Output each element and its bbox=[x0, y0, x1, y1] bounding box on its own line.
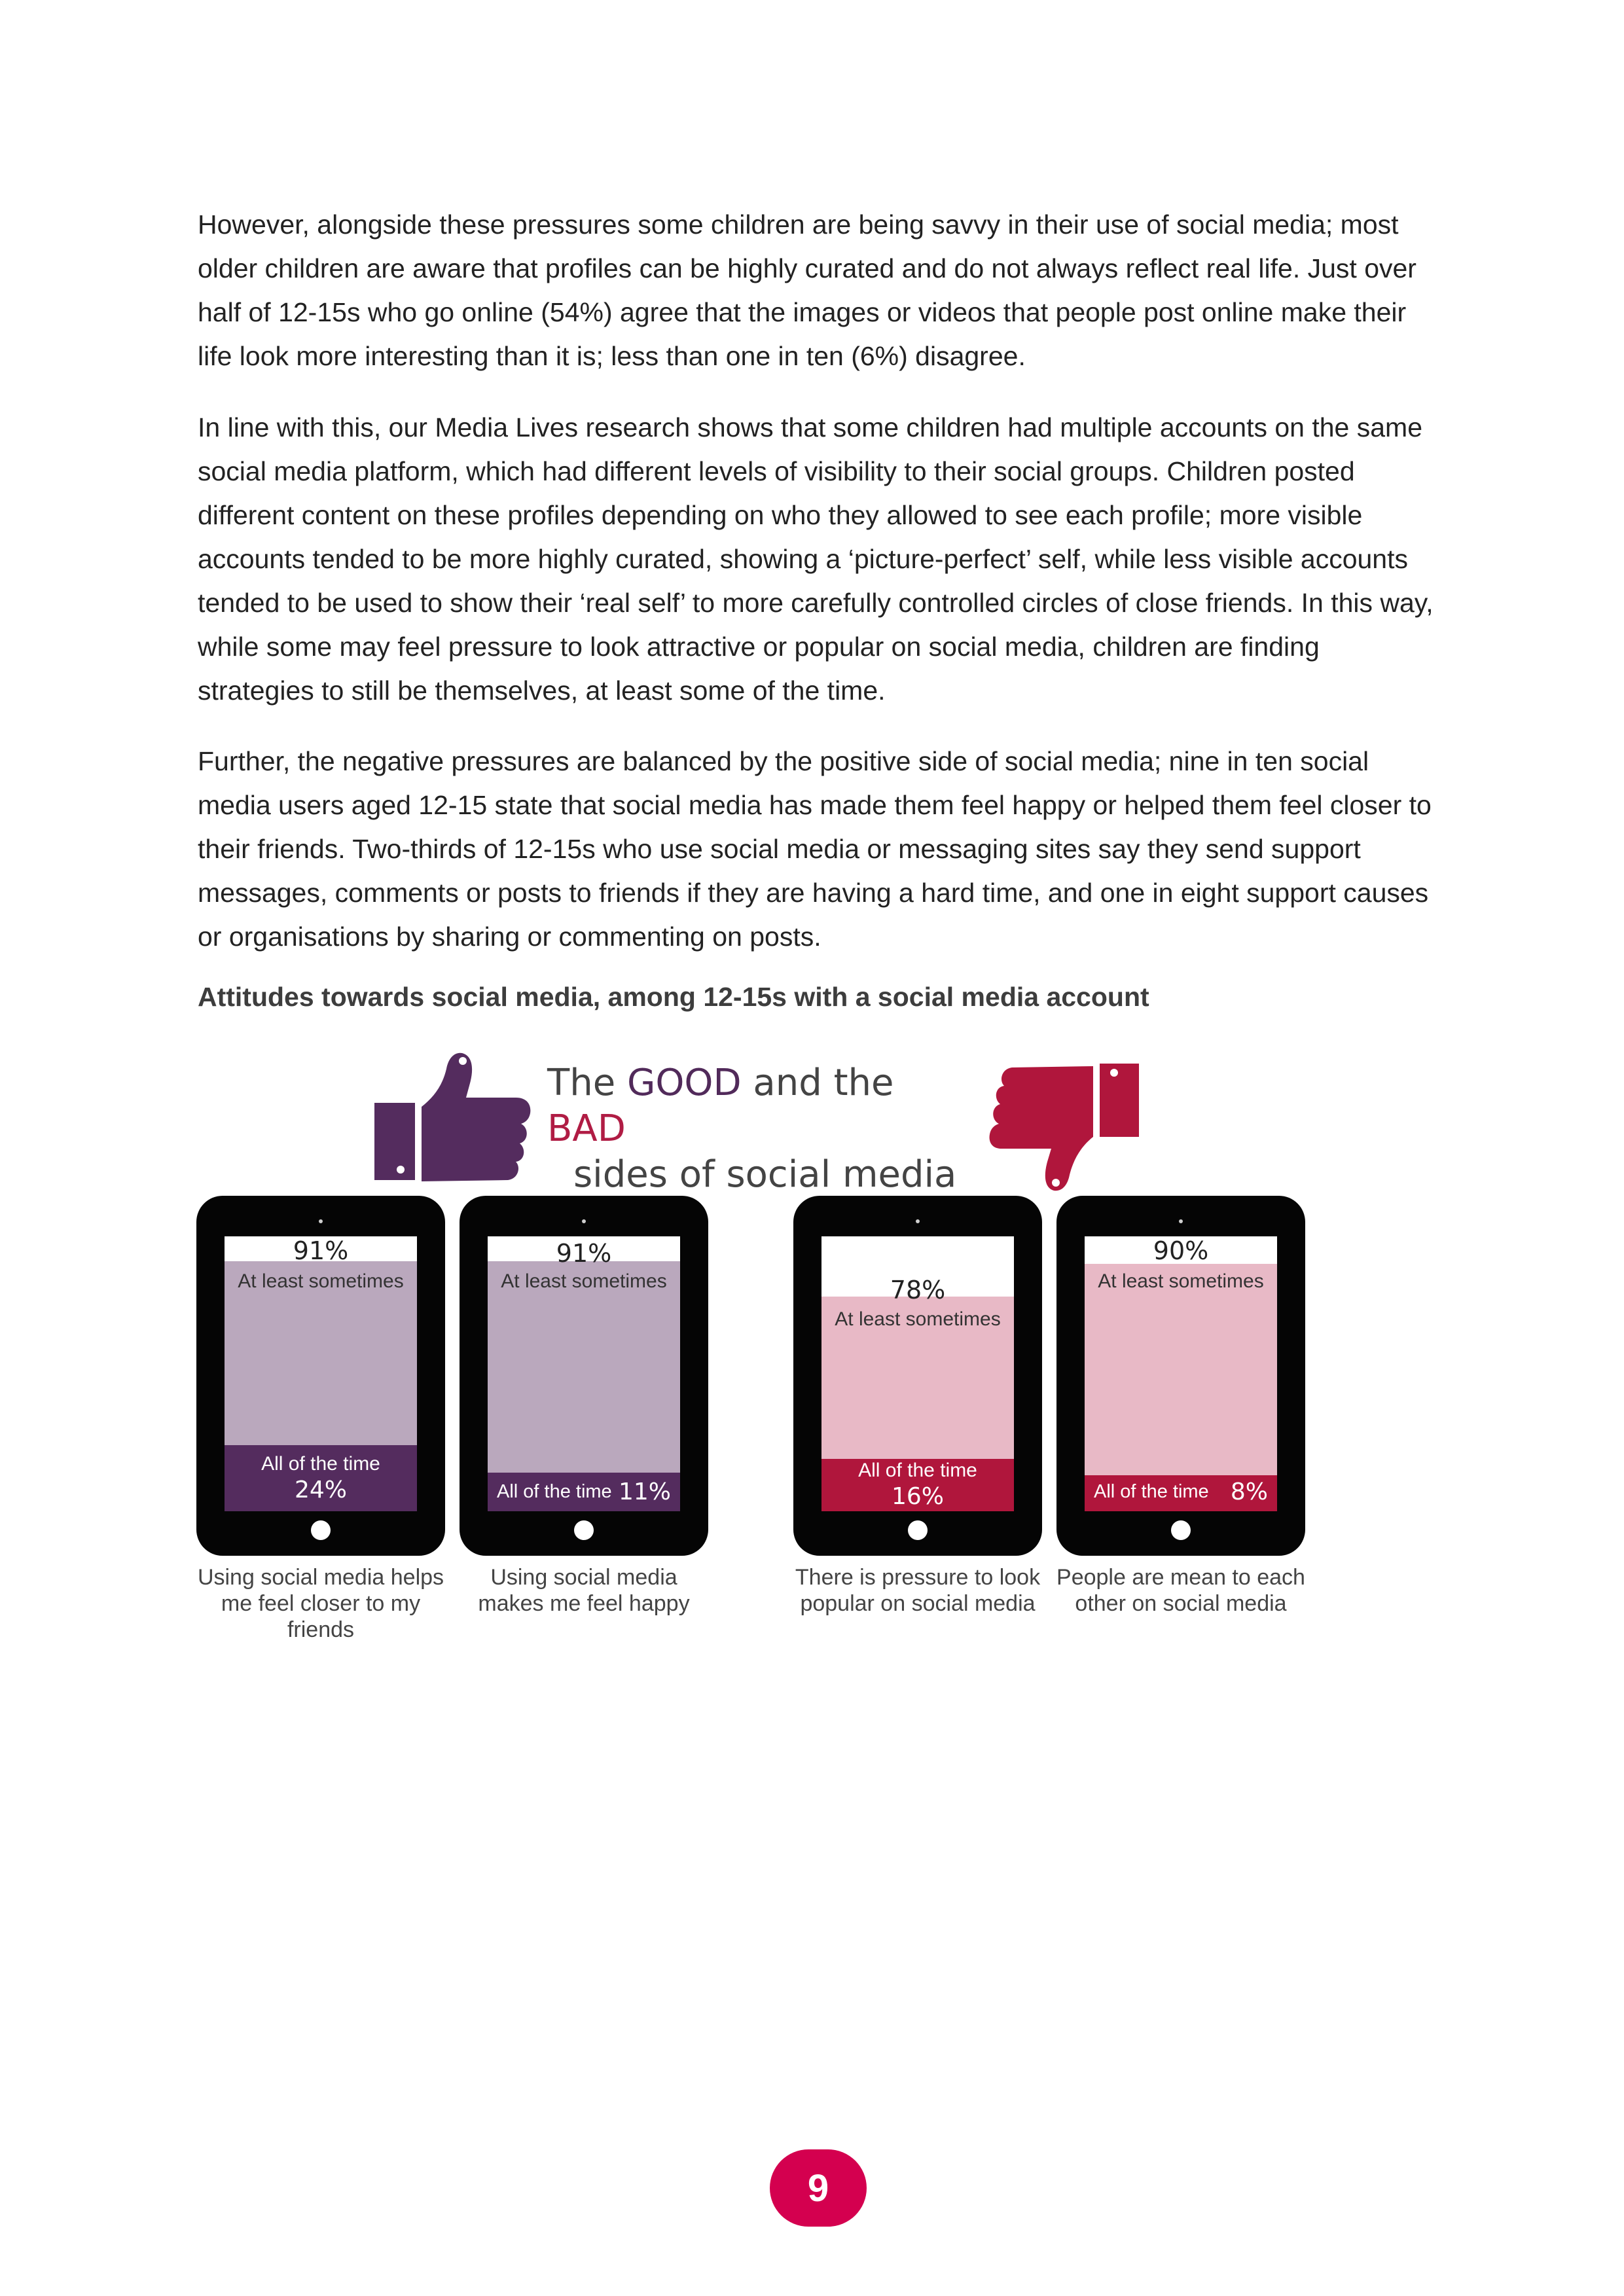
tablet-screen bbox=[225, 1236, 417, 1511]
at-least-sometimes-label: At least sometimes bbox=[1098, 1270, 1264, 1292]
tablet-feel-closer bbox=[196, 1196, 445, 1556]
all-of-the-time-group bbox=[821, 1459, 1014, 1511]
at-least-sometimes-value: 78% bbox=[890, 1276, 946, 1304]
all-of-the-time-value: 16% bbox=[891, 1483, 944, 1510]
at-least-sometimes-value: 90% bbox=[1153, 1236, 1209, 1265]
tablet-screen bbox=[1085, 1236, 1277, 1511]
tablet-screen bbox=[488, 1236, 680, 1511]
all-of-the-time-group bbox=[488, 1472, 680, 1511]
page-number-badge bbox=[770, 2149, 867, 2227]
home-button-icon bbox=[311, 1520, 331, 1540]
all-of-the-time-label: All of the time bbox=[1094, 1480, 1209, 1502]
paragraph-3: Further, the negative pressures are balanced by the positive side of social media; nine in ten social media users aged 12-15 state that social media has made them feel happy or helped them feel closer to their friends. Two-thirds of 12-15s who use social media or messaging sites say they send support messages, comments or posts to friends if they are having a hard time, and one in eight support causes or organisations by sharing or commenting on posts. bbox=[198, 746, 1432, 952]
headline-good: GOOD bbox=[626, 1062, 742, 1104]
camera-dot bbox=[916, 1219, 920, 1223]
all-of-the-time-label: All of the time bbox=[858, 1460, 977, 1481]
infographic-headline bbox=[547, 1060, 979, 1198]
at-least-sometimes-label: At least sometimes bbox=[501, 1270, 667, 1292]
headline-line-2: sides of social media bbox=[573, 1153, 957, 1196]
tablet-screen bbox=[821, 1236, 1014, 1511]
tablet-caption: Using social media helps me feel closer to my friends bbox=[197, 1565, 444, 1642]
all-of-the-time-group bbox=[1085, 1472, 1277, 1511]
all-of-the-time-value: 11% bbox=[618, 1478, 671, 1505]
at-least-sometimes-label: At least sometimes bbox=[238, 1270, 404, 1292]
all-of-the-time-group bbox=[225, 1452, 417, 1505]
thumbs-down-icon bbox=[988, 1064, 1139, 1194]
headline-text: and the bbox=[741, 1062, 894, 1104]
tablet-feel-happy bbox=[460, 1196, 708, 1556]
thumbs-up-icon bbox=[374, 1050, 532, 1181]
headline-text: The bbox=[547, 1062, 627, 1104]
headline-bad: BAD bbox=[547, 1107, 626, 1150]
tablet-pressure-popular bbox=[793, 1196, 1042, 1556]
all-of-the-time-label: All of the time bbox=[261, 1453, 380, 1475]
all-of-the-time-value: 24% bbox=[294, 1477, 347, 1503]
home-button-icon bbox=[574, 1520, 594, 1540]
all-of-the-time-label: All of the time bbox=[497, 1480, 612, 1502]
camera-dot bbox=[582, 1219, 586, 1223]
paragraph-1: However, alongside these pressures some children are being savvy in their use of social media; most older children are aware that profiles can be highly curated and do not always reflect real life. Just over half of 12-15s who go online (54%) agree that the images or videos that people post online make their life look more interesting than it is; less than one in ten (6%) disagree. bbox=[198, 209, 1416, 371]
at-least-sometimes-value: 91% bbox=[293, 1236, 349, 1265]
camera-dot bbox=[1179, 1219, 1183, 1223]
at-least-sometimes-label: At least sometimes bbox=[835, 1308, 1001, 1330]
page-number: 9 bbox=[807, 2166, 829, 2210]
tablet-caption: People are mean to each other on social media bbox=[1056, 1565, 1305, 1616]
home-button-icon bbox=[908, 1520, 928, 1540]
at-least-sometimes-value: 91% bbox=[556, 1239, 612, 1268]
all-of-the-time-value: 8% bbox=[1230, 1478, 1268, 1505]
figure-title: Attitudes towards social media, among 12-15s with a social media account bbox=[198, 982, 1149, 1012]
tablet-caption: Using social media makes me feel happy bbox=[478, 1565, 690, 1616]
tablet-people-mean bbox=[1056, 1196, 1305, 1556]
home-button-icon bbox=[1171, 1520, 1191, 1540]
paragraph-2: In line with this, our Media Lives research shows that some children had multiple accounts on the same social media platform, which had different levels of visibility to their social groups. Children posted different content on these profiles depending on who they allowed to see each profile; more visible accounts tended to be more highly curated, showing a ‘picture-perfect’ self, while less visible accounts tended to be used to show their ‘real self’ to more carefully controlled circles of close friends. In this way, while some may feel pressure to look attractive or popular on social media, children are finding strategies to still be themselves, at least some of the time. bbox=[198, 412, 1434, 706]
camera-dot bbox=[319, 1219, 323, 1223]
headline-line-1 bbox=[547, 1060, 979, 1152]
tablet-caption: There is pressure to look popular on social media bbox=[795, 1565, 1041, 1616]
